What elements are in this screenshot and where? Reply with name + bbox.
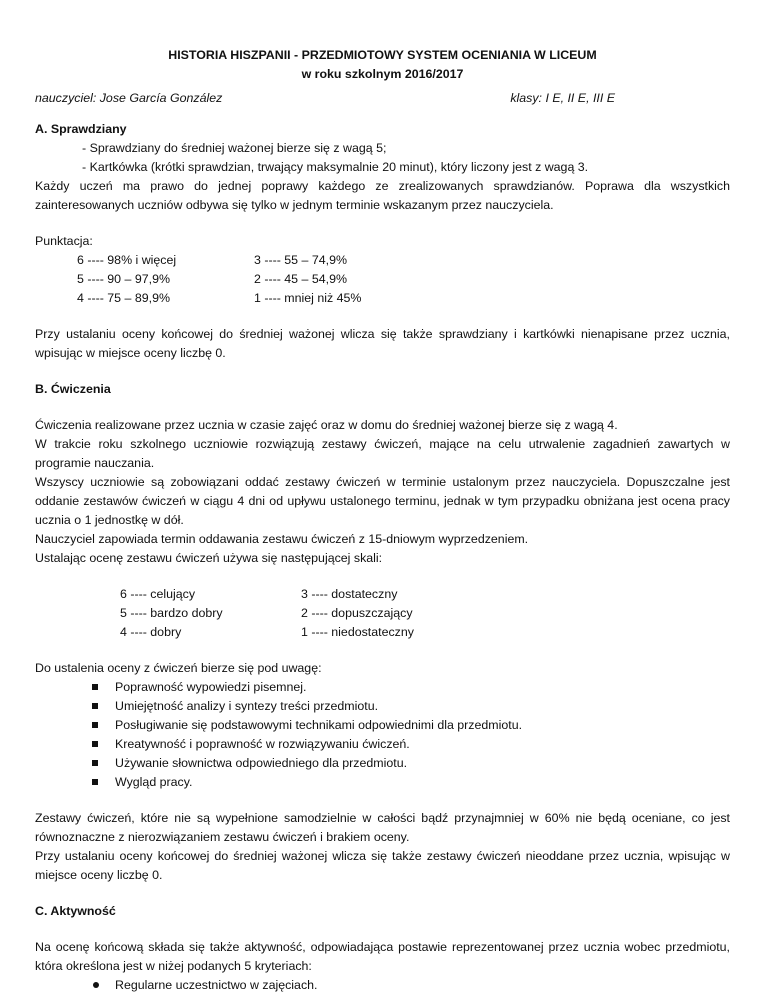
criteria-text: Poprawność wypowiedzi pisemnej. bbox=[115, 680, 307, 694]
scale-row: 6 ---- 98% i więcej bbox=[77, 253, 177, 267]
criteria-text: Posługiwanie się podstawowymi technikami odpowiednimi dla przedmiotu. bbox=[115, 718, 523, 732]
scale-row: 6 ---- celujący bbox=[120, 587, 196, 601]
scale-row: 5 ---- bardzo dobry bbox=[120, 606, 223, 620]
scoring-scale bbox=[35, 251, 730, 308]
section-a-final-note: Przy ustalaniu oceny końcowej do średniej ważonej wlicza się także sprawdziany i kartkówki nienapisane przez ucznia, wpisując w miejsce oceny liczbę 0. bbox=[35, 327, 730, 360]
scale-row: 2 ---- 45 – 54,9% bbox=[254, 272, 347, 286]
meta-line bbox=[35, 89, 730, 108]
section-c-paragraph: Na ocenę końcową składa się także aktywność, odpowiadająca postawie reprezentowanej przez ucznia wobec przedmiotu, która określona jest w niżej podanych 5 kryteriach: bbox=[35, 940, 730, 973]
list-item bbox=[92, 735, 730, 754]
section-a-item: - Kartkówka (krótki sprawdzian, trwający maksymalnie 20 minut), który liczony jest z wagą 3. bbox=[82, 160, 589, 174]
square-bullet-icon bbox=[92, 779, 98, 785]
square-bullet-icon bbox=[92, 684, 98, 690]
criteria-text: Kreatywność i poprawność w rozwiązywaniu ćwiczeń. bbox=[115, 737, 410, 751]
exercise-scale-left bbox=[120, 585, 301, 642]
section-b-paragraph: Ustalając ocenę zestawu ćwiczeń używa się następującej skali: bbox=[35, 551, 383, 565]
scale-row: 5 ---- 90 – 97,9% bbox=[77, 272, 170, 286]
scale-row: 3 ---- 55 – 74,9% bbox=[254, 253, 347, 267]
criteria-text: Wygląd pracy. bbox=[115, 775, 193, 789]
section-b-paragraph: W trakcie roku szkolnego uczniowie rozwiązują zestawy ćwiczeń, mające na celu utrwalenie zagadnień zawartych w programie nauczania. bbox=[35, 437, 730, 470]
section-b-paragraph: Przy ustalaniu oceny końcowej do średniej ważonej wlicza się także zestawy ćwiczeń nieoddane przez ucznia, wpisując w miejsce oceny liczbę 0. bbox=[35, 849, 730, 882]
activity-criteria-text: Regularne uczestnictwo w zajęciach. bbox=[115, 978, 318, 992]
section-a-item: - Sprawdziany do średniej ważonej bierze się z wagą 5; bbox=[82, 141, 387, 155]
list-item bbox=[92, 773, 730, 792]
criteria-text: Używanie słownictwa odpowiedniego dla przedmiotu. bbox=[115, 756, 408, 770]
title-line-1: HISTORIA HISZPANII - PRZEDMIOTOWY SYSTEM OCENIANIA W LICEUM bbox=[168, 48, 597, 62]
list-item bbox=[92, 697, 730, 716]
section-b-paragraph: Nauczyciel zapowiada termin oddawania zestawu ćwiczeń z 15-dniowym wyprzedzeniem. bbox=[35, 532, 529, 546]
list-item bbox=[92, 976, 730, 995]
scoring-scale-right bbox=[254, 251, 361, 308]
section-b-paragraph: Ćwiczenia realizowane przez ucznia w czasie zajęć oraz w domu do średniej ważonej bierze się z wagą 4. bbox=[35, 418, 618, 432]
round-bullet-icon bbox=[93, 982, 99, 988]
scale-row: 4 ---- dobry bbox=[120, 625, 182, 639]
scale-row: 1 ---- niedostateczny bbox=[301, 625, 414, 639]
square-bullet-icon bbox=[92, 760, 98, 766]
title-line-2: w roku szkolnym 2016/2017 bbox=[301, 67, 464, 81]
scoring-scale-left bbox=[77, 251, 254, 308]
scale-row: 1 ---- mniej niż 45% bbox=[254, 291, 362, 305]
section-b-paragraph: Zestawy ćwiczeń, które nie są wypełnione samodzielnie w całości bądź przynajmniej w 60% nie będą oceniane, co jest równoznaczne z nierozwiązaniem zestawu ćwiczeń i brakiem oceny. bbox=[35, 811, 730, 844]
list-item bbox=[92, 754, 730, 773]
teacher-name: nauczyciel: Jose García González bbox=[35, 91, 223, 105]
square-bullet-icon bbox=[92, 703, 98, 709]
section-a-items bbox=[35, 139, 730, 177]
class-list: klasy: I E, II E, III E bbox=[510, 91, 615, 105]
criteria-text: Umiejętność analizy i syntezy treści przedmiotu. bbox=[115, 699, 379, 713]
scale-row: 4 ---- 75 – 89,9% bbox=[77, 291, 170, 305]
section-a-heading: A. Sprawdziany bbox=[35, 122, 127, 136]
square-bullet-icon bbox=[92, 722, 98, 728]
section-a-paragraph: Każdy uczeń ma prawo do jednej poprawy każdego ze zrealizowanych sprawdzianów. Poprawa dla wszystkich zainteresowanych uczniów odbywa się tylko w jednym terminie wskazanym przez nauczyciela. bbox=[35, 179, 730, 212]
criteria-intro: Do ustalenia oceny z ćwiczeń bierze się pod uwagę: bbox=[35, 661, 322, 675]
section-b-heading: B. Ćwiczenia bbox=[35, 382, 111, 396]
scale-row: 3 ---- dostateczny bbox=[301, 587, 398, 601]
exercise-scale-right bbox=[301, 585, 414, 642]
square-bullet-icon bbox=[92, 741, 98, 747]
scale-row: 2 ---- dopuszczający bbox=[301, 606, 413, 620]
scoring-label: Punktacja: bbox=[35, 234, 93, 248]
section-c-heading: C. Aktywność bbox=[35, 904, 116, 918]
activity-criteria-list bbox=[35, 976, 730, 995]
criteria-list bbox=[35, 678, 730, 792]
list-item bbox=[92, 716, 730, 735]
list-item bbox=[92, 678, 730, 697]
exercise-grade-scale bbox=[35, 585, 730, 642]
section-b-paragraph: Wszyscy uczniowie są zobowiązani oddać zestawy ćwiczeń w terminie ustalonym przez nauczyciela. Dopuszczalne jest oddanie zestawów ćwiczeń w ciągu 4 dni od upływu ustalonego terminu, jednak w tym przypadku obniżana jest ocena pracy ucznia o 1 jednostkę w dół. bbox=[35, 475, 730, 527]
document-title bbox=[35, 46, 730, 84]
